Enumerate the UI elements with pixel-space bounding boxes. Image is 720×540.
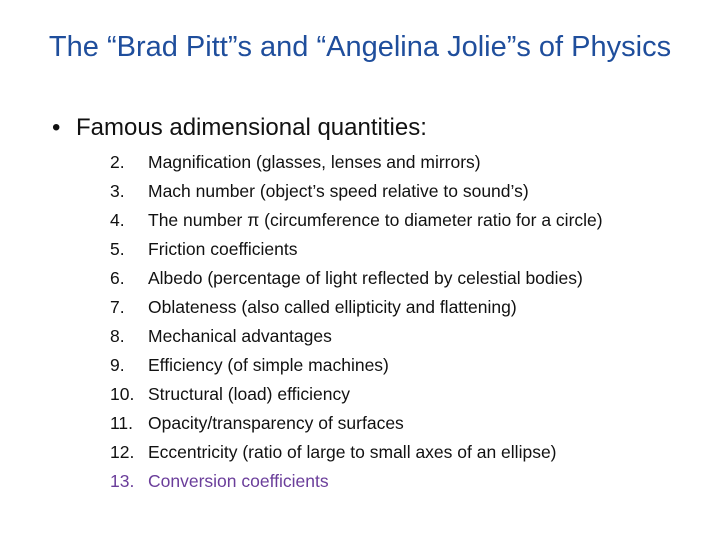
- list-item-number: 2.: [110, 152, 125, 172]
- slide-title: The “Brad Pitt”s and “Angelina Jolie”s of Physics: [48, 31, 672, 63]
- list-item-number: 9.: [110, 355, 125, 375]
- bullet-point: [52, 112, 427, 144]
- list-item: [110, 322, 603, 351]
- list-item-text: Albedo (percentage of light reflected by celestial bodies): [148, 268, 583, 288]
- list-item-number: 8.: [110, 326, 125, 346]
- list-item-text: Mechanical advantages: [148, 326, 332, 346]
- list-item: [110, 351, 603, 380]
- list-item: [110, 177, 603, 206]
- bullet-text: Famous adimensional quantities:: [76, 114, 427, 141]
- list-item-number: 13.: [110, 471, 135, 491]
- list-item-text: Oblateness (also called ellipticity and flattening): [148, 297, 517, 317]
- list-item-number: 4.: [110, 210, 125, 230]
- list-item-number: 12.: [110, 442, 135, 462]
- list-item-text: Mach number (object’s speed relative to sound’s): [148, 181, 529, 201]
- list-item: [110, 438, 603, 467]
- list-item-number: 11.: [110, 413, 134, 433]
- list-item-text: Efficiency (of simple machines): [148, 355, 389, 375]
- list-item: [110, 264, 603, 293]
- list-item-text: The number π (circumference to diameter ratio for a circle): [148, 210, 603, 230]
- list-item-number: 10.: [110, 384, 135, 404]
- list-item-text: Eccentricity (ratio of large to small axes of an ellipse): [148, 442, 557, 462]
- list-item-text: Structural (load) efficiency: [148, 384, 350, 404]
- numbered-list: [110, 148, 603, 496]
- list-item: [110, 235, 603, 264]
- list-item: [110, 293, 603, 322]
- list-item-text: Magnification (glasses, lenses and mirrors): [148, 152, 481, 172]
- list-item-number: 7.: [110, 297, 125, 317]
- list-item-number: 5.: [110, 239, 125, 259]
- list-item-text: Conversion coefficients: [148, 471, 329, 491]
- bullet-marker: •: [52, 114, 61, 141]
- list-item: [110, 148, 603, 177]
- list-item: [110, 409, 603, 438]
- list-item-number: 6.: [110, 268, 125, 288]
- list-item-text: Friction coefficients: [148, 239, 298, 259]
- list-item: [110, 380, 603, 409]
- list-item: [110, 206, 603, 235]
- list-item-number: 3.: [110, 181, 125, 201]
- list-item: [110, 467, 603, 496]
- list-item-text: Opacity/transparency of surfaces: [148, 413, 404, 433]
